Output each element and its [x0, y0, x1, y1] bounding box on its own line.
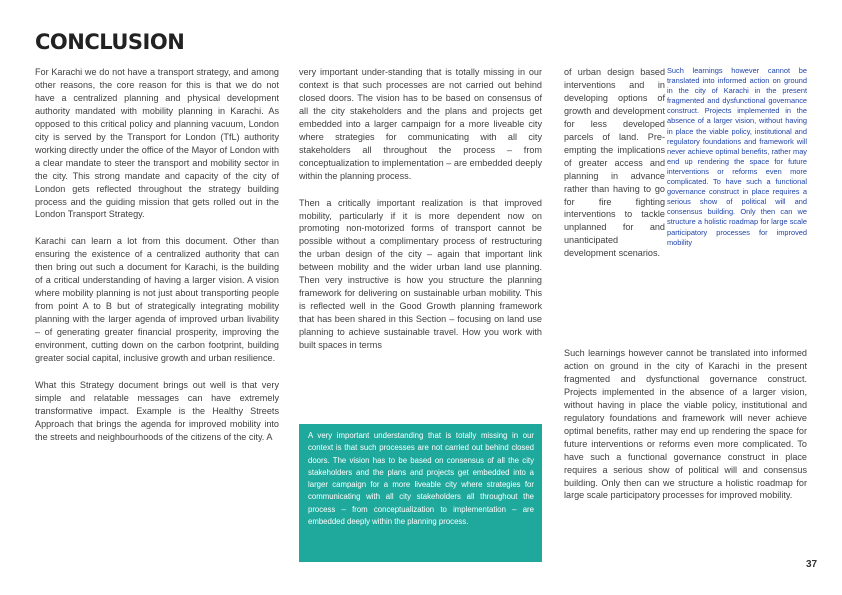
paragraph: For Karachi we do not have a transport strategy, and among other reasons, the core reason for this is that we do not have a centralized planning and physical development authority mandated with mobility planning in Karachi. As opposed to this critical policy and planning vacuum, London city is served by the Transport for London (TfL) authority working directly under the office of the Mayor of London with a clear mandate to steer the transport and mobility sector in the city. This strong mandate and capacity of the city of London gets reflected throughout the strategy building process and the guiding mission that gets rolled out in the London Transport Strategy.: [35, 67, 279, 220]
paragraph: Karachi can learn a lot from this document. Other than ensuring the existence of a centralized authority that can then bring out such a document for Karachi, is the building of a critical understanding of having a larger vision. A vision where mobility planning is not just about transporting people from point A to B but of strategically integrating mobility planning with the larger agenda of improved urban livability – of generating greater financial prosperity, improving the environment, cutting down on the carbon footprint, building greater social capital, inclusive growth and urban resilience.: [35, 236, 279, 364]
page-number: 37: [806, 559, 818, 570]
paragraph: of urban design based interventions and in developing options of growth and development for less developed parcels of land. Pre-empting the implications of greater access and planning in advance rather than having to go for fire fighting interventions to tackle unplanned for and unanticipated development scenarios.: [564, 67, 665, 259]
callout-box: [299, 424, 542, 562]
callout-text: A very important understanding that is totally missing in our context is that such processes are not carried out behind closed doors. The vision has to be based on consensus of all the city stakeholders and the plans and projects get embedded into a larger campaign for a more liveable city where strategies for communicating with all city stakeholders all throughout the process – from conceptualization to implementation – are embedded deeply within the planning process.: [308, 431, 534, 527]
paragraph: Such learnings however cannot be translated into informed action on ground in the city of Karachi in the present fragmented and dysfunctional governance construct. Projects implemented in the absence of a larger vision, without having in place the viable policy, institutional and regulatory foundations and framework will never achieve optimal benefits, rather may end up rendering the space for future interventions or reforms even more complicated. To have such a functional governance construct in place requires a serious show of political will and consensus building. Only then can we structure a holistic roadmap for large scale participatory processes for improved mobility.: [564, 348, 807, 501]
page-title: CONCLUSION: [35, 30, 185, 54]
column-3: [564, 347, 807, 502]
paragraph: What this Strategy document brings out well is that very simple and relatable messages can have extremely transformative impact. Example is the Healthy Streets Approach that brings the agenda for improved mobility into the streets and neighbourhoods of the citizens of the city. A: [35, 379, 279, 442]
paragraph: Then a critically important realization is that improved mobility, particularly if it is more dependent now on promoting non-motorized forms of transport cannot be possible without a complimentary process of restructuring the urban design of the city – again that important link between mobility and the wider urban land use planning. Then very instructive is how you structure the planning framework for delivering on sustainable urban mobility. This is reflected well in the Good Growth planning framework that has been shared in this Section – focusing on land use planning to achieve sustainable travel. How you work with built spaces in terms: [299, 197, 542, 351]
column-2: [299, 66, 542, 352]
pull-quote: Such learnings however cannot be translated into informed action on ground in the city of Karachi in the present fragmented and dysfunctional governance construct. Projects implemented in the absence of a larger vision, without having in place the viable policy, institutional and regulatory foundations and framework will never achieve optimal benefits, rather may end up rendering the space for future interventions or reforms even more complicated. To have such a functional governance construct in place requires a serious show of political will and consensus building. Only then can we structure a holistic roadmap for large scale participatory processes for improved mobility: [667, 66, 807, 247]
paragraph: very important under-standing that is totally missing in our context is that such processes are not carried out behind closed doors. The vision has to be based on consensus of all the city stakeholders and the plans and projects get embedded into a larger campaign for a more liveable city where strategies for communicating with all city stakeholders all throughout the process – from conceptualization to implementation – are embedded deeply within the planning process.: [299, 67, 542, 181]
column-3-narrow: [564, 66, 665, 260]
column-1: [35, 66, 279, 444]
